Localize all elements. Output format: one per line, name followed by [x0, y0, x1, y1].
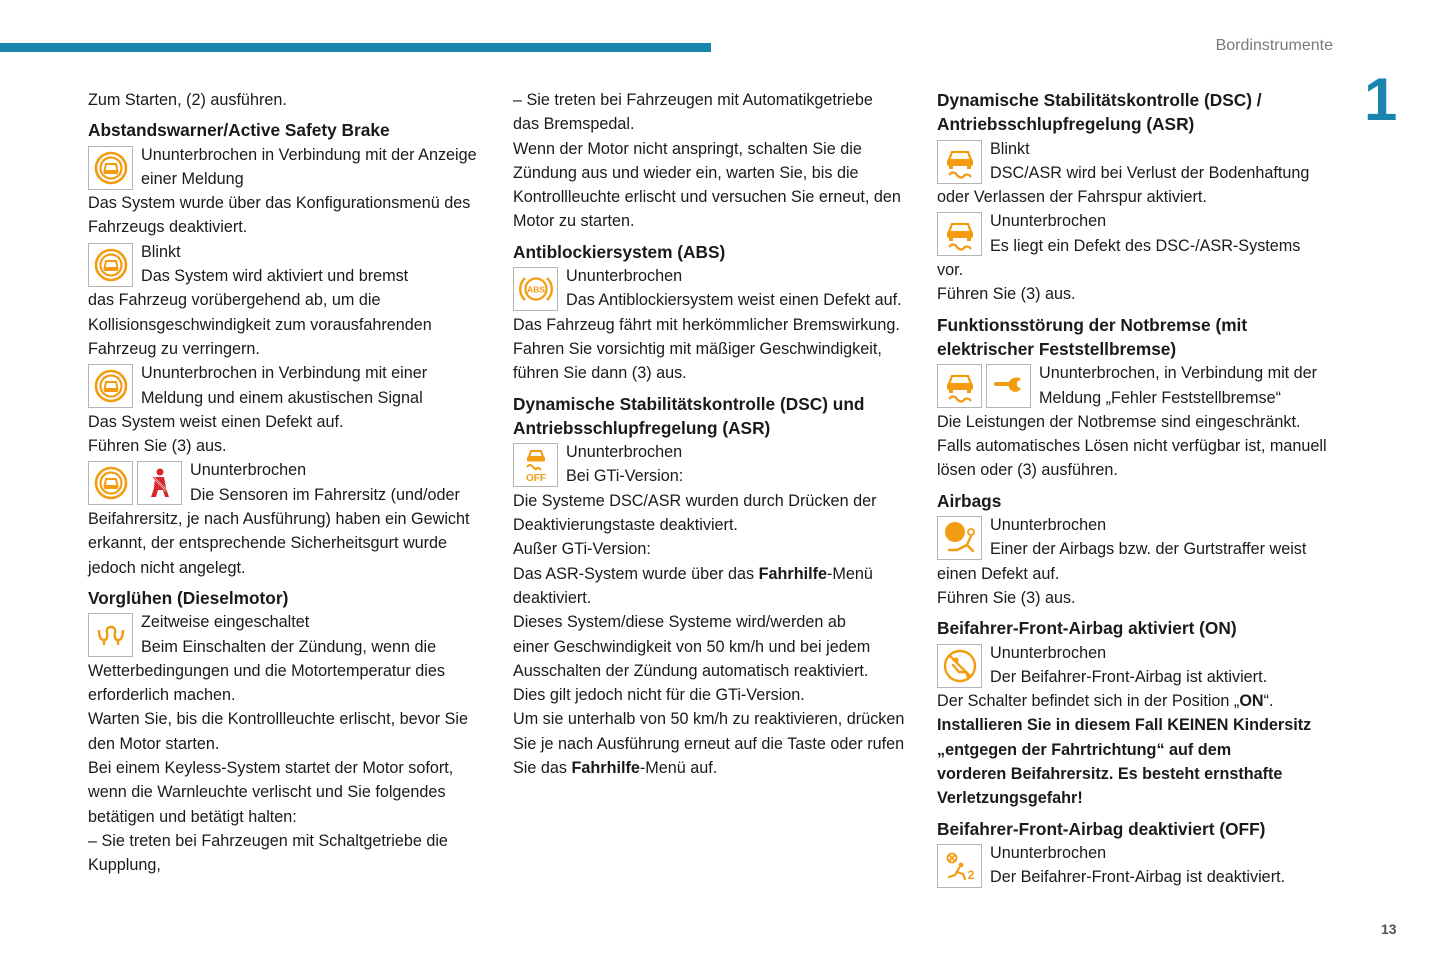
asb-icon: [88, 461, 133, 505]
heading-abs: Antiblockiersystem (ABS): [513, 241, 726, 262]
column-3: Dynamische Stabilitätskontrolle (DSC) / Antriebsschlupfregelung (ASR) Blinkt DSC/ASR wird bei Verlust der Bodenhaftung oder Verlassen der Fahrspur aktiviert. Ununterbrochen Es liegt ein Defekt des DSC-/ASR-Systems vor. Führen Sie (3) aus. Funktionsstörung der Notbremse (mit elektrischer Feststellbremse) Ununterbrochen, in Verbindung mit der Meldung „Fehler Feststellbremse“ Die Leistungen der Notbremse sind eingeschränkt. Falls automatisches Lösen nicht verfügbar ist, manuell lösen oder (3) ausführen. Airbags Ununterbrochen Einer der Airbags bzw. der Gurtstraffer weist einen Defekt auf. Führen Sie (3) aus. Beifahrer-Front-Airbag aktiviert (ON) Ununterbrochen Der Beifahrer-Front-Airbag ist aktiviert. Der Schalter befindet sich in der Position „ON“. Installieren Sie in diesem Fall KEINEN Kindersitz „entgegen der Fahrtrichtung“ auf dem vorderen Beifahrersitz. Es besteht ernsthafte Verletzungsgefahr! Beifahrer-Front-Airbag deaktiviert (OFF) 2 Ununterbrochen Der Beifahrer-Front-Airbag ist deaktiviert.: [937, 88, 1337, 890]
page-number: 13: [1381, 921, 1397, 937]
wrench-icon: [986, 364, 1031, 408]
heading-active-safety-brake: Abstandswarner/Active Safety Brake: [88, 120, 390, 141]
dsc-icon: [937, 140, 982, 184]
column-2: – Sie treten bei Fahrzeugen mit Automatikgetriebe das Bremspedal. Wenn der Motor nicht anspringt, schalten Sie die Zündung aus und wieder ein, warten Sie, bis die Kontrollleuchte erlischt und versuchen Sie erneut, den Motor zu starten. Antiblockiersystem (ABS) ABS Ununterbrochen Das Antiblockiersystem weist einen Defekt auf. Das Fahrzeug fährt mit herkömmlicher Bremswirkung. Fahren Sie vorsichtig mit mäßiger Geschwindigkeit, führen Sie dann (3) aus. Dynamische Stabilitätskontrolle (DSC) und Antriebsschlupfregelung (ASR) OFF Ununterbrochen Bei GTi-Version: Die Systeme DSC/ASR wurden durch Drücken der Deaktivierungstaste deaktiviert. Außer GTi-Version: Das ASR-System wurde über das Fahrhilfe-Menü deaktiviert. Dieses System/diese Systeme wird/werden ab einer Geschwindigkeit von 50 km/h und bei jedem Ausschalten der Zündung automatisch reaktiviert. Dies gilt jedoch nicht für die GTi-Version. Um sie unterhalb von 50 km/h zu reaktivieren, drücken Sie je nach Ausführung erneut auf die Taste oder rufen Sie das Fahrhilfe-Menü auf.: [513, 88, 913, 780]
heading-dsc-asr: Dynamische Stabilitätskontrolle (DSC) / Antriebsschlupfregelung (ASR): [937, 90, 1262, 135]
airbag-icon: [937, 516, 982, 560]
indicator-entry: 2 Ununterbrochen Der Beifahrer-Front-Airbag ist deaktiviert.: [937, 841, 1337, 890]
heading-dsc-asr: Dynamische Stabilitätskontrolle (DSC) und Antriebsschlupfregelung (ASR): [513, 393, 865, 438]
heading-airbag-off: Beifahrer-Front-Airbag deaktiviert (OFF): [937, 818, 1266, 839]
seatbelt-icon: [137, 461, 182, 505]
airbag-on-icon: [937, 644, 982, 688]
column-1: Zum Starten, (2) ausführen. Abstandswarner/Active Safety Brake Ununterbrochen in Verbindung mit der Anzeige einer Meldung Das System wurde über das Konfigurationsmenü des Fahrzeugs deaktiviert. Blinkt Das System wird aktiviert und bremst das Fahrzeug vorübergehend ab, um die Kollisionsgeschwindigkeit zum vorausfahrenden Fahrzeug zu verringern. Ununterbrochen in Verbindung mit einer Meldung und einem akustischen Signal Das System weist einen Defekt auf. Führen Sie (3) aus. Ununterbrochen Die Sensoren im Fahrersitz (und/oder Beifahrersitz, je nach Ausführung) haben ein Gewicht erkannt, der entsprechende Sicherheitsgurt wurde jedoch nicht angelegt. Vorglühen (Dieselmotor) Zeitweise eingeschaltet Beim Einschalten der Zündung, wenn die Wetterbedingungen und die Motortemperatur dies erforderlich machen. Warten Sie, bis die Kontrollleuchte erlischt, bevor Sie den Motor starten. Bei einem Keyless-System startet der Motor sofort, wenn die Warnleuchte verlischt und Sie folgendes betätigen und betätigt halten: – Sie treten bei Fahrzeugen mit Schaltgetriebe die Kupplung,: [88, 88, 488, 878]
section-title: Bordinstrumente: [1215, 37, 1333, 54]
indicator-entry: Ununterbrochen Der Beifahrer-Front-Airbag ist aktiviert.: [937, 641, 1337, 690]
heading-emergency-brake: Funktionsstörung der Notbremse (mit elektrischer Feststellbremse): [937, 314, 1248, 359]
dsc-icon: [937, 212, 982, 256]
header-accent-bar: [0, 43, 711, 52]
indicator-entry: Ununterbrochen Die Sensoren im Fahrersitz (und/oder: [88, 458, 488, 507]
svg-text:2: 2: [967, 867, 974, 882]
dsc-icon: [937, 364, 982, 408]
paragraph: Zum Starten, (2) ausführen.: [88, 91, 287, 109]
indicator-entry: Ununterbrochen Einer der Airbags bzw. der Gurtstraffer weist: [937, 513, 1337, 562]
airbag-off-icon: [937, 844, 982, 888]
asb-icon: [88, 146, 133, 190]
indicator-entry: Blinkt Das System wird aktiviert und bremst: [88, 240, 488, 289]
indicator-entry: Blinkt DSC/ASR wird bei Verlust der Bodenhaftung: [937, 137, 1337, 186]
asb-icon: [88, 364, 133, 408]
heading-glow-plug: Vorglühen (Dieselmotor): [88, 587, 289, 608]
heading-airbags: Airbags: [937, 490, 1002, 511]
chapter-number: 1: [1364, 66, 1398, 133]
indicator-entry: Ununterbrochen in Verbindung mit einer Meldung und einem akustischen Signal: [88, 361, 488, 410]
svg-text:OFF: OFF: [525, 473, 546, 485]
indicator-entry: Zeitweise eingeschaltet Beim Einschalten der Zündung, wenn die: [88, 610, 488, 659]
indicator-entry: Ununterbrochen Es liegt ein Defekt des DSC-/ASR-Systems: [937, 209, 1337, 258]
svg-text:ABS: ABS: [526, 284, 545, 295]
dsc-off-icon: [513, 443, 558, 487]
indicator-entry: Ununterbrochen, in Verbindung mit der Meldung „Fehler Feststellbremse“: [937, 361, 1337, 410]
abs-icon: [513, 267, 558, 311]
indicator-entry: OFF Ununterbrochen Bei GTi-Version:: [513, 440, 913, 489]
asb-icon: [88, 243, 133, 287]
glow-plug-icon: [88, 613, 133, 657]
indicator-entry: ABS Ununterbrochen Das Antiblockiersystem weist einen Defekt auf.: [513, 264, 913, 313]
indicator-entry: Ununterbrochen in Verbindung mit der Anzeige einer Meldung: [88, 143, 488, 192]
heading-airbag-on: Beifahrer-Front-Airbag aktiviert (ON): [937, 618, 1237, 639]
